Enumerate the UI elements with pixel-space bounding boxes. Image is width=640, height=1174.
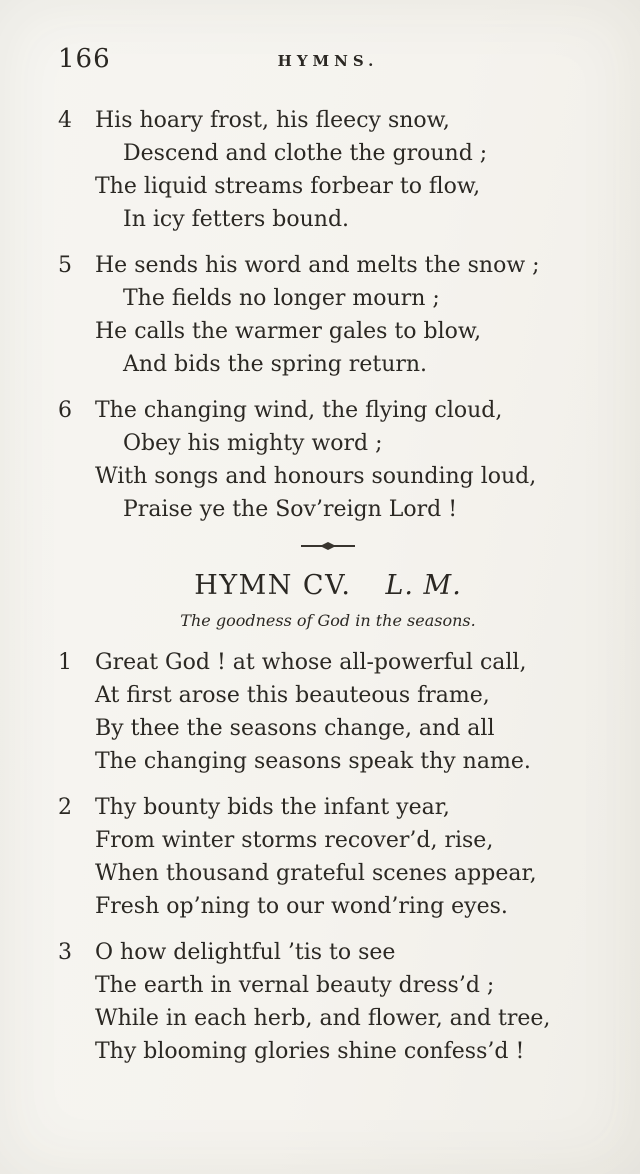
divider-ornament xyxy=(58,542,598,550)
verse-line: Praise ye the Sov’reign Lord ! xyxy=(123,497,458,522)
verse-lines xyxy=(95,791,598,923)
divider-diamond-icon xyxy=(320,542,336,550)
hymn-title: HYMN CV. xyxy=(194,570,352,601)
verse-lines xyxy=(95,646,598,778)
verse-number: 4 xyxy=(58,108,72,133)
hymn-continuation-verses xyxy=(58,104,598,526)
page-header xyxy=(58,44,598,84)
verse-line: While in each herb, and flower, and tree, xyxy=(95,1006,551,1031)
verse-line: Thy bounty bids the infant year, xyxy=(95,795,450,820)
verse-lines xyxy=(95,104,598,236)
verse xyxy=(58,936,598,1068)
verse-line: And bids the spring return. xyxy=(123,352,428,377)
verse-line: He sends his word and melts the snow ; xyxy=(95,253,540,278)
hymn-subtitle: The goodness of God in the seasons. xyxy=(180,611,476,630)
verse-line: Descend and clothe the ground ; xyxy=(123,141,488,166)
page-number: 166 xyxy=(58,44,111,74)
verse-line: The changing wind, the flying cloud, xyxy=(95,398,503,423)
verse-number: 2 xyxy=(58,795,72,820)
verse-line: By thee the seasons change, and all xyxy=(95,716,495,741)
verse xyxy=(58,249,598,381)
hymn-heading xyxy=(58,570,598,601)
verse-line: Great God ! at whose all-powerful call, xyxy=(95,650,527,675)
verse xyxy=(58,791,598,923)
verse-lines xyxy=(95,936,598,1068)
verse-lines xyxy=(95,249,598,381)
verse-line: When thousand grateful scenes appear, xyxy=(95,861,537,886)
divider-rule xyxy=(333,545,355,547)
verse-line: With songs and honours sounding loud, xyxy=(95,464,537,489)
verse-line: In icy fetters bound. xyxy=(123,207,350,232)
verse-line: The liquid streams forbear to flow, xyxy=(95,174,481,199)
verse-line: From winter storms recover’d, rise, xyxy=(95,828,494,853)
verse-number: 3 xyxy=(58,940,72,965)
verse xyxy=(58,646,598,778)
verse-number: 1 xyxy=(58,650,72,675)
verse-number: 6 xyxy=(58,398,72,423)
verse-line: The earth in vernal beauty dress’d ; xyxy=(95,973,495,998)
verse-line: He calls the warmer gales to blow, xyxy=(95,319,482,344)
verse-line: O how delightful ’tis to see xyxy=(95,940,396,965)
running-head: HYMNS. xyxy=(277,52,379,70)
verse-line: The fields no longer mourn ; xyxy=(123,286,440,311)
hymn-verses xyxy=(58,646,598,1068)
verse-line: His hoary frost, his fleecy snow, xyxy=(95,108,450,133)
verse-line: Fresh op’ning to our wond’ring eyes. xyxy=(95,894,508,919)
verse-number: 5 xyxy=(58,253,72,278)
hymn-meter: L. M. xyxy=(385,570,462,601)
verse xyxy=(58,394,598,526)
divider-rule xyxy=(301,545,323,547)
verse xyxy=(58,104,598,236)
verse-lines xyxy=(95,394,598,526)
verse-line: At first arose this beauteous frame, xyxy=(95,683,490,708)
verse-line: Thy blooming glories shine confess’d ! xyxy=(95,1039,525,1064)
verse-line: The changing seasons speak thy name. xyxy=(95,749,531,774)
verse-line: Obey his mighty word ; xyxy=(123,431,383,456)
